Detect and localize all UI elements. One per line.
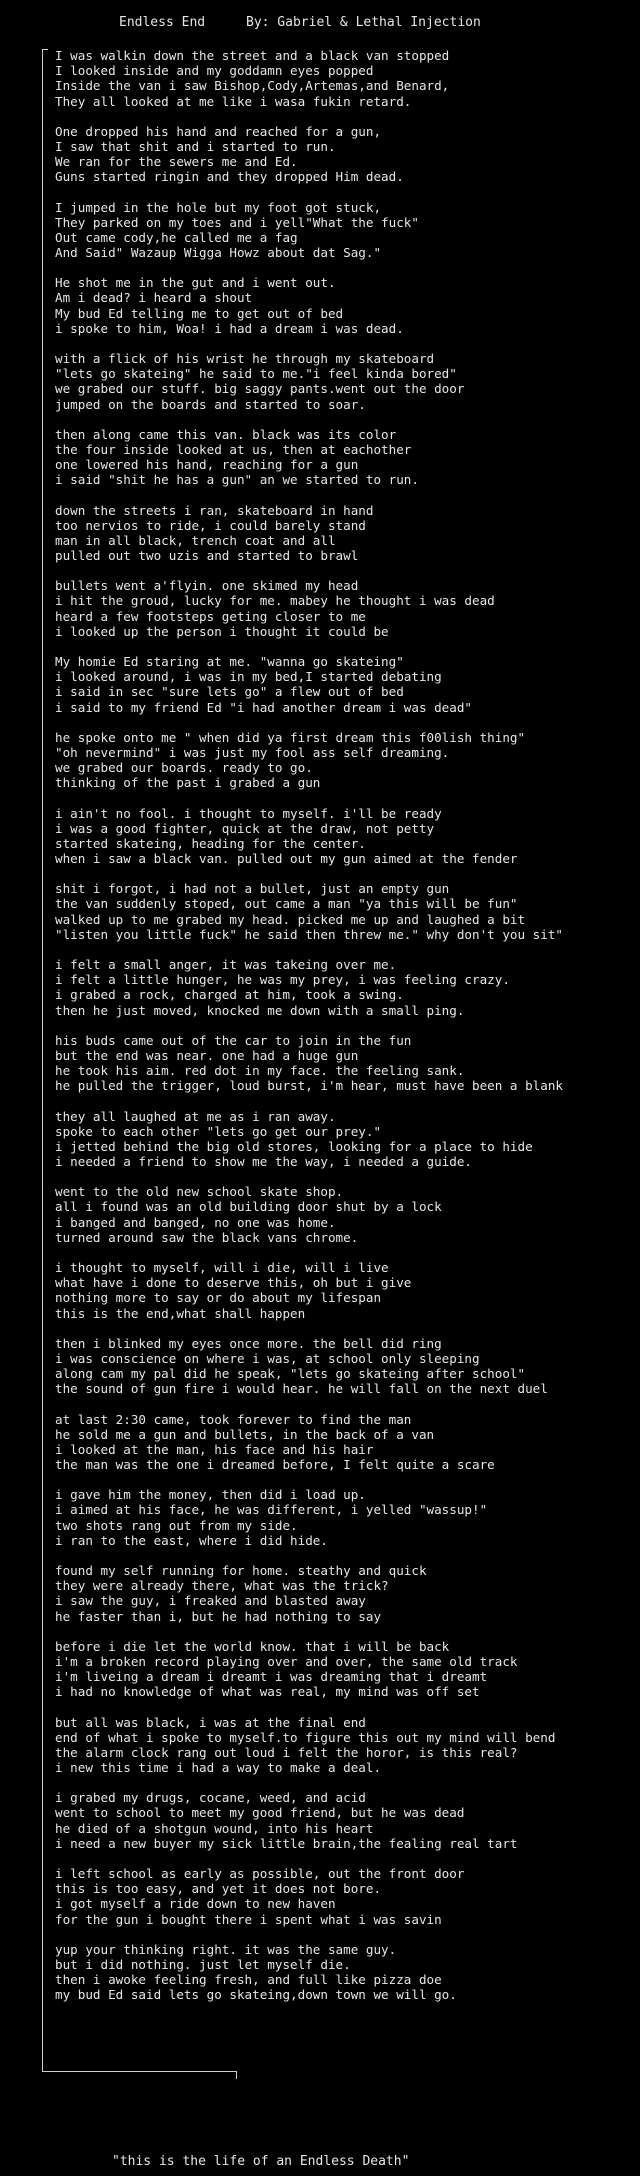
poem-line: he died of a shotgun wound, into his heart (55, 1820, 374, 1836)
poem-line: I saw that shit and i started to run. (55, 138, 336, 154)
stanza (55, 275, 635, 336)
poem-line: pulled out two uzis and started to brawl (55, 548, 359, 564)
poem-line: i said in sec "sure lets go" a flew out of bed (55, 684, 404, 700)
poem-line: man in all black, trench coat and all (55, 532, 336, 548)
poem-line: they all laughed at me as i ran away. (55, 1108, 336, 1124)
poem-line: then along came this van. black was its color (55, 426, 397, 442)
poem-line: jumped on the boards and started to soar. (55, 396, 366, 412)
stanza (55, 1639, 635, 1700)
stanza (55, 1184, 635, 1245)
poem-line: found my self running for home. steathy and quick (55, 1563, 427, 1578)
poem-line: two shots rang out from my side. (55, 1517, 298, 1533)
poem-line: the sound of gun fire i would hear. he will fall on the next duel (55, 1381, 548, 1397)
poem-line: I looked inside and my goddamn eyes popped (55, 63, 374, 79)
poem-line: this is the end,what shall happen (55, 1305, 306, 1321)
poem-line: he faster than i, but he had nothing to say (55, 1608, 382, 1624)
poem-line: i aimed at his face, he was different, i yelled "wassup!" (55, 1502, 488, 1518)
stanza (55, 806, 635, 867)
poem-line: before i die let the world know. that i will be back (55, 1638, 450, 1654)
closing-line: "this is the life of an Endless Death" (112, 2154, 410, 2169)
stanza (55, 1033, 635, 1094)
poem-line: walked up to me grabed my head. picked me up and laughed a bit (55, 911, 526, 927)
poem-line: i felt a small anger, it was takeing over me. (55, 957, 397, 972)
stanza (55, 1260, 635, 1321)
poem-line: Guns started ringin and they dropped Him dead. (55, 169, 404, 185)
poem-line: yup your thinking right. it was the same guy. (55, 1941, 397, 1957)
poem-line: i banged and banged, no one was home. (55, 1214, 336, 1230)
poem-line: i felt a little hunger, he was my prey, i was feeling crazy. (55, 972, 510, 988)
poem-line: at last 2:30 came, took forever to find the man (55, 1411, 412, 1427)
poem-line: he sold me a gun and bullets, in the back of a van (55, 1426, 435, 1442)
poem-line: i looked around, i was in my bed,I started debating (55, 669, 442, 685)
poem-line: i'm a broken record playing over and over, the same old track (55, 1653, 518, 1669)
poem-line: He shot me in the gut and i went out. (55, 275, 336, 291)
poem-line: spoke to each other "lets go get our prey." (55, 1123, 382, 1139)
poem-line: "listen you little fuck" he said then threw me." why don't you sit" (55, 926, 563, 942)
stanza (55, 881, 635, 942)
poem-line: then he just moved, knocked me down with a small ping. (55, 1002, 465, 1018)
poem-line: Inside the van i saw Bishop,Cody,Artemas,and Benard, (55, 78, 450, 94)
stanza (55, 427, 635, 488)
poem-line: the van suddenly stoped, out came a man "ya this will be fun" (55, 896, 518, 912)
stanza (55, 48, 635, 109)
poem-line: he pulled the trigger, loud burst, i'm hear, must have been a blank (55, 1078, 563, 1094)
poem-line: along cam my pal did he speak, "lets go skateing after school" (55, 1366, 526, 1382)
poem-line: i need a new buyer my sick little brain,the fealing real tart (55, 1835, 518, 1851)
poem-line: i was a good fighter, quick at the draw, not petty (55, 820, 435, 836)
poem-line: then i blinked my eyes once more. the bell did ring (55, 1335, 442, 1351)
stanza (55, 124, 635, 185)
poem-line: the alarm clock rang out loud i felt the horor, is this real? (55, 1744, 518, 1760)
poem-line: he took his aim. red dot in my face. the feeling sank. (55, 1063, 465, 1079)
poem-line: Am i dead? i heard a shout (55, 290, 253, 306)
poem-line: thinking of the past i grabed a gun (55, 775, 321, 791)
poem-frame-bottom (42, 2071, 237, 2079)
poem-line: but i did nothing. just let myself die. (55, 1956, 351, 1972)
poem-line: one lowered his hand, reaching for a gun (55, 457, 359, 473)
stanza (55, 1336, 635, 1397)
poem-line: i needed a friend to show me the way, i needed a guide. (55, 1154, 473, 1170)
poem-line: we grabed our stuff. big saggy pants.went out the door (55, 381, 465, 397)
stanza (55, 503, 635, 564)
poem-line: i had no knowledge of what was real, my mind was off set (55, 1684, 480, 1700)
poem-line: I jumped in the hole but my foot got stuck, (55, 199, 382, 215)
stanza (55, 1715, 635, 1776)
poem-line: started skateing, heading for the center. (55, 835, 366, 851)
poem-line: i ran to the east, where i did hide. (55, 1532, 328, 1548)
stanza (55, 1790, 635, 1851)
poem-line: my bud Ed said lets go skateing,down town we will go. (55, 1987, 457, 2003)
poem-line: i spoke to him, Woa! i had a dream i was dead. (55, 320, 404, 336)
poem-line: but the end was near. one had a huge gun (55, 1047, 359, 1063)
stanza (55, 1942, 635, 2003)
poem-line: i was conscience on where i was, at school only sleeping (55, 1350, 480, 1366)
poem-line: went to school to meet my good friend, but he was dead (55, 1805, 465, 1821)
stanza (55, 957, 635, 1018)
poem-line: They all looked at me like i wasa fukin retard. (55, 93, 412, 109)
stanza (55, 200, 635, 261)
poem-line: "oh nevermind" i was just my fool ass self dreaming. (55, 744, 450, 760)
poem-line: i grabed my drugs, cocane, weed, and acid (55, 1790, 366, 1806)
stanza (55, 1563, 635, 1624)
poem-line: shit i forgot, i had not a bullet, just an empty gun (55, 881, 450, 897)
poem-line: They parked on my toes and i yell"What the fuck" (55, 214, 419, 230)
poem-line: My homie Ed staring at me. "wanna go skateing" (55, 654, 404, 669)
poem-line: with a flick of his wrist he through my skateboard (55, 351, 435, 366)
stanza (55, 1412, 635, 1473)
poem-line: i grabed a rock, charged at him, took a swing. (55, 987, 404, 1003)
stanza (55, 1866, 635, 1927)
poem-line: i ain't no fool. i thought to myself. i'll be ready (55, 805, 442, 821)
poem-line: Out came cody,he called me a fag (55, 229, 298, 245)
stanza (55, 1487, 635, 1548)
poem-line: i gave him the money, then did i load up. (55, 1487, 366, 1503)
poem-line: i hit the groud, lucky for me. mabey he thought i was dead (55, 593, 495, 609)
poem-line: i left school as early as possible, out the front door (55, 1866, 465, 1881)
poem-line: the four inside looked at us, then at eachother (55, 441, 412, 457)
poem-line: We ran for the sewers me and Ed. (55, 154, 298, 170)
poem-line: all i found was an old building door shut by a lock (55, 1199, 442, 1215)
poem-line: we grabed our boards. ready to go. (55, 760, 313, 776)
poem-line: i looked at the man, his face and his hair (55, 1441, 374, 1457)
poem-line: down the streets i ran, skateboard in hand (55, 502, 374, 518)
poem-line: i new this time i had a way to make a deal. (55, 1760, 382, 1776)
poem-line: the man was the one i dreamed before, I felt quite a scare (55, 1457, 495, 1473)
poem-line: i looked up the person i thought it could be (55, 623, 389, 639)
poem-line: And Said" Wazaup Wigga Howz about dat Sag." (55, 245, 382, 261)
poem-line: what have i done to deserve this, oh but i give (55, 1275, 412, 1291)
poem-line: end of what i spoke to myself.to figure this out my mind will bend (55, 1729, 556, 1745)
poem-author: By: Gabriel & Lethal Injection (246, 15, 481, 30)
stanza (55, 351, 635, 412)
stanza (55, 1109, 635, 1170)
poem-line: went to the old new school skate shop. (55, 1184, 344, 1200)
stanza (55, 578, 635, 639)
poem-line: i thought to myself, will i die, will i live (55, 1260, 389, 1275)
poem-line: i saw the guy, i freaked and blasted away (55, 1593, 366, 1609)
poem-line: i'm liveing a dream i dreamt i was dreaming that i dreamt (55, 1669, 488, 1685)
stanza (55, 730, 635, 791)
poem-frame-left (42, 49, 48, 2071)
poem-line: i said "shit he has a gun" an we started to run. (55, 472, 419, 488)
poem-line: bullets went a'flyin. one skimed my head (55, 578, 359, 594)
poem-body (55, 48, 635, 2018)
poem-line: turned around saw the black vans chrome. (55, 1229, 359, 1245)
poem-line: he spoke onto me " when did ya first dream this f00lish thing" (55, 729, 526, 745)
poem-line: for the gun i bought there i spent what i was savin (55, 1911, 442, 1927)
poem-line: heard a few footsteps geting closer to me (55, 608, 366, 624)
poem-line: they were already there, what was the trick? (55, 1578, 389, 1594)
poem-line: My bud Ed telling me to get out of bed (55, 305, 344, 321)
poem-line: i got myself a ride down to new haven (55, 1896, 336, 1912)
poem-line: but all was black, i was at the final end (55, 1714, 366, 1730)
poem-line: nothing more to say or do about my lifespan (55, 1290, 382, 1306)
poem-line: i said to my friend Ed "i had another dream i was dead" (55, 699, 473, 715)
poem-line: then i awoke feeling fresh, and full like pizza doe (55, 1972, 442, 1988)
poem-line: too nervios to ride, i could barely stand (55, 517, 366, 533)
stanza (55, 654, 635, 715)
poem-line: i jetted behind the big old stores, looking for a place to hide (55, 1138, 533, 1154)
poem-line: I was walkin down the street and a black van stopped (55, 48, 450, 63)
poem-line: One dropped his hand and reached for a gun, (55, 123, 382, 139)
poem-line: when i saw a black van. pulled out my gun aimed at the fender (55, 851, 518, 867)
poem-title: Endless End (119, 15, 206, 30)
poem-line: "lets go skateing" he said to me."i feel kinda bored" (55, 366, 457, 382)
poem-line: this is too easy, and yet it does not bore. (55, 1881, 382, 1897)
poem-line: his buds came out of the car to join in the fun (55, 1032, 412, 1048)
